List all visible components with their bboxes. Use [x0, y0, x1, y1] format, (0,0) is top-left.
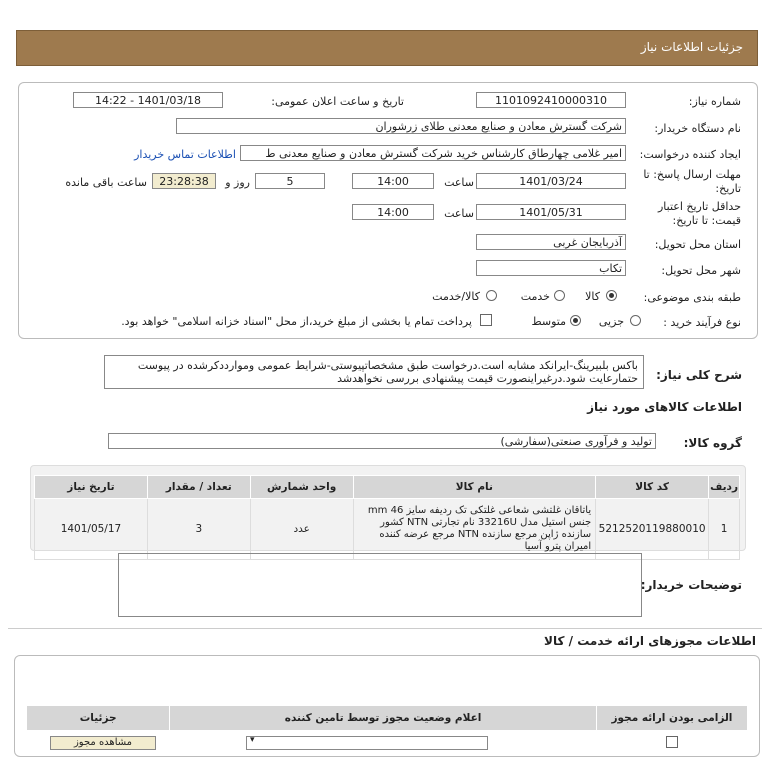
process-medium-label: متوسط	[531, 315, 566, 328]
summary-label: شرح کلی نیاز:	[656, 368, 742, 382]
goods-group-label: گروه کالا:	[683, 436, 742, 450]
cell-unit: عدد	[250, 499, 353, 560]
buyer-notes-field	[118, 553, 642, 617]
chevron-down-icon: ▾	[250, 735, 255, 745]
col-qty: تعداد / مقدار	[147, 476, 250, 499]
category-service-label: خدمت	[520, 290, 550, 303]
col-date: تاریخ نیاز	[35, 476, 148, 499]
process-label: نوع فرآیند خرید :	[663, 316, 741, 329]
cell-qty: 3	[147, 499, 250, 560]
days-field: 5	[255, 173, 325, 189]
deadline-label: مهلت ارسال پاسخ: تا	[643, 168, 741, 181]
table-row	[35, 499, 740, 560]
category-label: طبقه بندی موضوعی:	[643, 291, 741, 304]
page-title: جزئیات اطلاعات نیاز	[640, 40, 743, 54]
process-medium-radio[interactable]	[570, 315, 581, 326]
page-header	[16, 30, 758, 66]
treasury-payment-label: پرداخت تمام یا بخشی از مبلغ خرید،از محل "اسناد خزانه اسلامی" خواهد بود.	[121, 315, 472, 328]
remaining-label: ساعت باقی مانده	[65, 176, 147, 189]
cell-name: یاتاقان غلتشی شعاعی غلتکی تک ردیفه سایز 46 mm جنس استیل مدل 33216U نام تجارتی NTN کشور سازنده ژاپن مرجع سازنده NTN مرجع عرضه کننده امیران پترو آسیا	[353, 499, 596, 560]
col-code: کد کالا	[596, 476, 709, 499]
need-number-label: شماره نیاز:	[688, 95, 741, 108]
col-permit-status: اعلام وضعیت مجوز توسط تامین کننده	[170, 706, 597, 731]
validity-date-label: قیمت: تا تاریخ:	[672, 214, 741, 227]
buyer-notes-label: توضیحات خریدار:	[640, 578, 742, 592]
deadline-time-label: ساعت	[444, 176, 474, 189]
deadline-time-field: 14:00	[352, 173, 434, 189]
col-permit-required: الزامی بودن ارائه مجوز	[596, 706, 747, 731]
cell-row: 1	[709, 499, 740, 560]
contact-buyer-link[interactable]: اطلاعات تماس خریدار	[134, 148, 236, 161]
validity-time-label: ساعت	[444, 207, 474, 220]
city-label: شهر محل تحویل:	[661, 264, 741, 277]
buyer-label: نام دستگاه خریدار:	[654, 122, 741, 135]
permit-required-checkbox[interactable]	[666, 736, 678, 748]
col-row: ردیف	[709, 476, 740, 499]
process-minor-radio[interactable]	[630, 315, 641, 326]
summary-text: باکس بلبیرینگ-ایرانکد مشابه است.درخواست طبق مشخصاتپیوستی-شرایط عمومی وموارددکرشده در پیوست حتمارعایت شود.درغیراینصورت قیمت پیشنهادی بررسی نخواهدشد	[104, 355, 644, 389]
deadline-date-label: تاریخ:	[715, 182, 741, 195]
goods-group-field: تولید و فرآوری صنعتی(سفارشی)	[108, 433, 656, 449]
category-goods-label: کالا	[585, 290, 600, 303]
category-goods-service-label: کالا/خدمت	[432, 290, 480, 303]
announce-label: تاریخ و ساعت اعلان عمومی:	[271, 95, 404, 108]
days-label: روز و	[225, 176, 250, 189]
buyer-field: شرکت گسترش معادن و صنایع معدنی طلای زرشوران	[176, 118, 626, 134]
announce-datetime-field: 1401/03/18 - 14:22	[73, 92, 223, 108]
divider	[8, 628, 762, 629]
remaining-time-field: 23:28:38	[152, 173, 216, 189]
validity-date-field: 1401/05/31	[476, 204, 626, 220]
creator-field: امیر غلامی چهارطاق کارشناس خرید شرکت گسترش معادن و صنایع معدنی ط	[240, 145, 626, 161]
category-goods-service-radio[interactable]	[486, 290, 497, 301]
cell-code: 5212520119880010	[596, 499, 709, 560]
permit-status-select[interactable]	[246, 736, 488, 750]
permits-table	[26, 705, 748, 731]
validity-time-field: 14:00	[352, 204, 434, 220]
view-permit-button[interactable]: مشاهده مجوز	[50, 736, 156, 750]
col-unit: واحد شمارش	[250, 476, 353, 499]
cell-date: 1401/05/17	[35, 499, 148, 560]
treasury-payment-checkbox[interactable]	[480, 314, 492, 326]
province-label: استان محل تحویل:	[654, 238, 741, 251]
deadline-date-field: 1401/03/24	[476, 173, 626, 189]
permits-section-title: اطلاعات مجوزهای ارائه خدمت / کالا	[544, 634, 756, 648]
category-goods-radio[interactable]	[606, 290, 617, 301]
process-minor-label: جزیی	[598, 315, 624, 328]
col-name: نام کالا	[353, 476, 596, 499]
province-field: آذربایجان غربی	[476, 234, 626, 250]
category-service-radio[interactable]	[554, 290, 565, 301]
creator-label: ایجاد کننده درخواست:	[639, 148, 741, 161]
goods-section-title: اطلاعات کالاهای مورد نیاز	[587, 400, 742, 414]
city-field: تکاب	[476, 260, 626, 276]
goods-table	[34, 475, 740, 560]
validity-label: حداقل تاریخ اعتبار	[657, 200, 741, 213]
need-number-field: 1101092410000310	[476, 92, 626, 108]
col-permit-details: جزئیات	[27, 706, 170, 731]
